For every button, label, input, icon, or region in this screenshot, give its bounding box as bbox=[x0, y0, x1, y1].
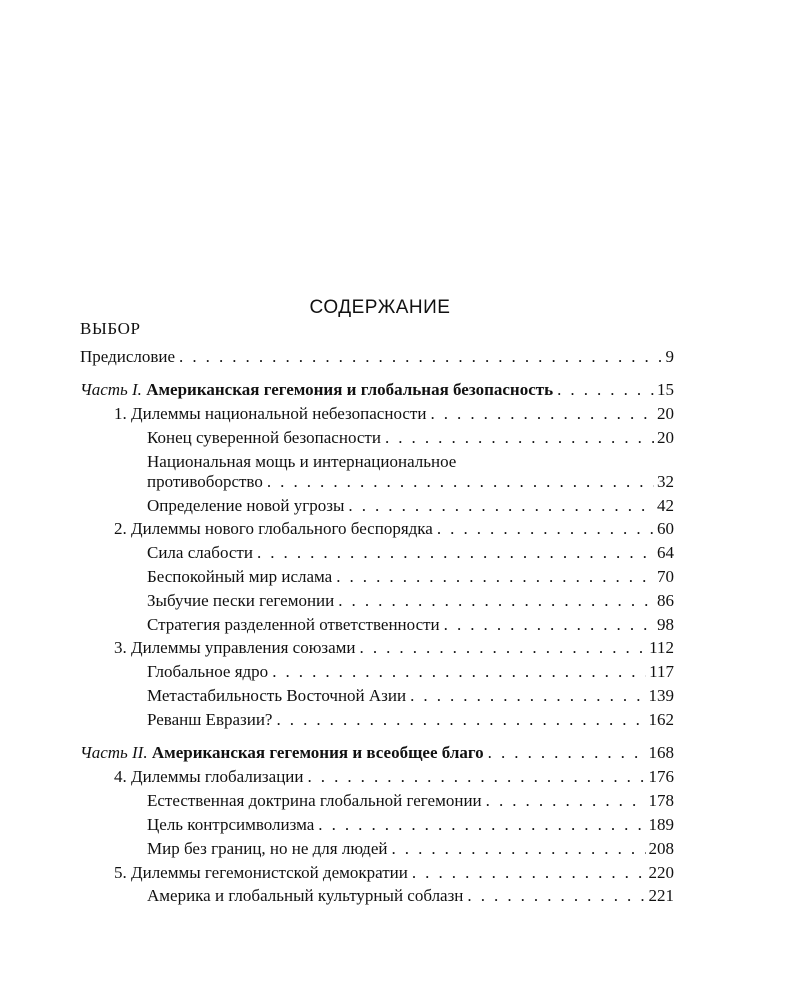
leader-dots bbox=[276, 709, 645, 731]
toc-page-number: 208 bbox=[648, 839, 674, 858]
toc-page-number: 64 bbox=[657, 543, 674, 562]
toc-entry-section bbox=[147, 814, 674, 836]
toc-entry-label: 1. Дилеммы национальной небезопасности bbox=[114, 404, 427, 423]
page-title: СОДЕРЖАНИЕ bbox=[309, 297, 451, 318]
leader-dots bbox=[307, 766, 645, 788]
toc-entry-label: Естественная доктрина глобальной гегемонии bbox=[147, 791, 482, 810]
leader-dots bbox=[391, 838, 645, 860]
leader-dots bbox=[557, 379, 654, 401]
toc-page-number: 15 bbox=[657, 380, 674, 399]
leader-dots bbox=[179, 346, 662, 368]
toc-entry-section bbox=[147, 590, 674, 612]
toc-entry-label: Беспокойный мир ислама bbox=[147, 567, 333, 586]
toc-entry-chapter-1 bbox=[114, 403, 674, 425]
toc-entry-section bbox=[147, 790, 674, 812]
toc-entry-section bbox=[147, 661, 674, 683]
toc-entry-section bbox=[147, 542, 674, 564]
toc-entry-label: Определение новой угрозы bbox=[147, 496, 345, 515]
toc-page-number: 60 bbox=[657, 519, 674, 538]
leader-dots bbox=[437, 518, 654, 540]
toc-page-number: 220 bbox=[648, 863, 674, 882]
toc-page-number: 168 bbox=[648, 743, 674, 762]
leader-dots bbox=[410, 685, 645, 707]
toc-entry-label: Предисловие bbox=[80, 347, 176, 366]
toc-entry-part-1 bbox=[80, 379, 674, 401]
toc-entry-part-2 bbox=[80, 742, 674, 764]
toc-page-number: 9 bbox=[665, 347, 674, 366]
toc-page-number: 112 bbox=[649, 638, 674, 657]
toc-entry-label: Метастабильность Восточной Азии bbox=[147, 686, 407, 705]
toc-page-number: 139 bbox=[648, 686, 674, 705]
toc-entry-label: 4. Дилеммы глобализации bbox=[114, 767, 304, 786]
section-label: ВЫБОР bbox=[80, 319, 141, 338]
toc-entry-chapter-3 bbox=[114, 637, 674, 659]
toc-entry-section bbox=[147, 471, 674, 493]
toc-page-number: 176 bbox=[648, 767, 674, 786]
toc-entry-label: 2. Дилеммы нового глобального беспорядка bbox=[114, 519, 433, 538]
leader-dots bbox=[338, 590, 654, 612]
toc-entry-section bbox=[147, 885, 674, 907]
toc-entry-section bbox=[147, 614, 674, 636]
toc-entry-label: Мир без границ, но не для людей bbox=[147, 839, 388, 858]
leader-dots bbox=[488, 742, 646, 764]
toc-page-number: 86 bbox=[657, 591, 674, 610]
toc-entry-section bbox=[147, 838, 674, 860]
toc-entry-label: 5. Дилеммы гегемонистской демократии bbox=[114, 863, 408, 882]
toc-page-number: 162 bbox=[648, 710, 674, 729]
toc-entry-label: противоборство bbox=[147, 472, 263, 491]
toc-entry-preface bbox=[80, 346, 674, 368]
toc-entry-chapter-4 bbox=[114, 766, 674, 788]
toc-entry-section bbox=[147, 427, 674, 449]
toc-entry-chapter-2 bbox=[114, 518, 674, 540]
leader-dots bbox=[444, 614, 654, 636]
toc-entry-section bbox=[147, 495, 674, 517]
toc-entry-section-line1 bbox=[147, 451, 674, 473]
toc-page-number: 20 bbox=[657, 428, 674, 447]
toc-entry-label: 3. Дилеммы управления союзами bbox=[114, 638, 356, 657]
toc-entry-label: Америка и глобальный культурный соблазн bbox=[147, 886, 464, 905]
leader-dots bbox=[467, 885, 645, 907]
toc-entry-label: Стратегия разделенной ответственности bbox=[147, 615, 440, 634]
part-title: Американская гегемония и всеобщее благо bbox=[151, 743, 484, 762]
toc-page-number: 42 bbox=[657, 496, 674, 515]
part-prefix: Часть I. bbox=[80, 380, 142, 399]
leader-dots bbox=[348, 495, 654, 517]
leader-dots bbox=[267, 471, 654, 493]
toc-page-number: 178 bbox=[648, 791, 674, 810]
leader-dots bbox=[318, 814, 645, 836]
toc-entry-label: Зыбучие пески гегемонии bbox=[147, 591, 335, 610]
toc-entry-section bbox=[147, 685, 674, 707]
leader-dots bbox=[272, 661, 646, 683]
part-title: Американская гегемония и глобальная безопасность bbox=[146, 380, 554, 399]
toc-page-number: 98 bbox=[657, 615, 674, 634]
leader-dots bbox=[385, 427, 654, 449]
toc-entry-label: Сила слабости bbox=[147, 543, 253, 562]
toc-entry-label: Цель контрсимволизма bbox=[147, 815, 315, 834]
toc-page-number: 32 bbox=[657, 472, 674, 491]
leader-dots bbox=[336, 566, 654, 588]
leader-dots bbox=[430, 403, 654, 425]
toc-entry-chapter-5 bbox=[114, 862, 674, 884]
toc-entry-label: Глобальное ядро bbox=[147, 662, 269, 681]
toc-page-number: 221 bbox=[648, 886, 674, 905]
toc-entry-label: Конец суверенной безопасности bbox=[147, 428, 381, 447]
toc-page-number: 70 bbox=[657, 567, 674, 586]
toc-page-number: 189 bbox=[648, 815, 674, 834]
toc-entry-section bbox=[147, 709, 674, 731]
toc-page-number: 117 bbox=[649, 662, 674, 681]
toc-entry-label: Национальная мощь и интернациональное bbox=[147, 452, 457, 471]
toc-entry-label: Реванш Евразии? bbox=[147, 710, 273, 729]
toc-page-number: 20 bbox=[657, 404, 674, 423]
leader-dots bbox=[486, 790, 646, 812]
leader-dots bbox=[412, 862, 646, 884]
toc-entry-section bbox=[147, 566, 674, 588]
leader-dots bbox=[257, 542, 654, 564]
leader-dots bbox=[360, 637, 647, 659]
part-prefix: Часть II. bbox=[80, 743, 148, 762]
